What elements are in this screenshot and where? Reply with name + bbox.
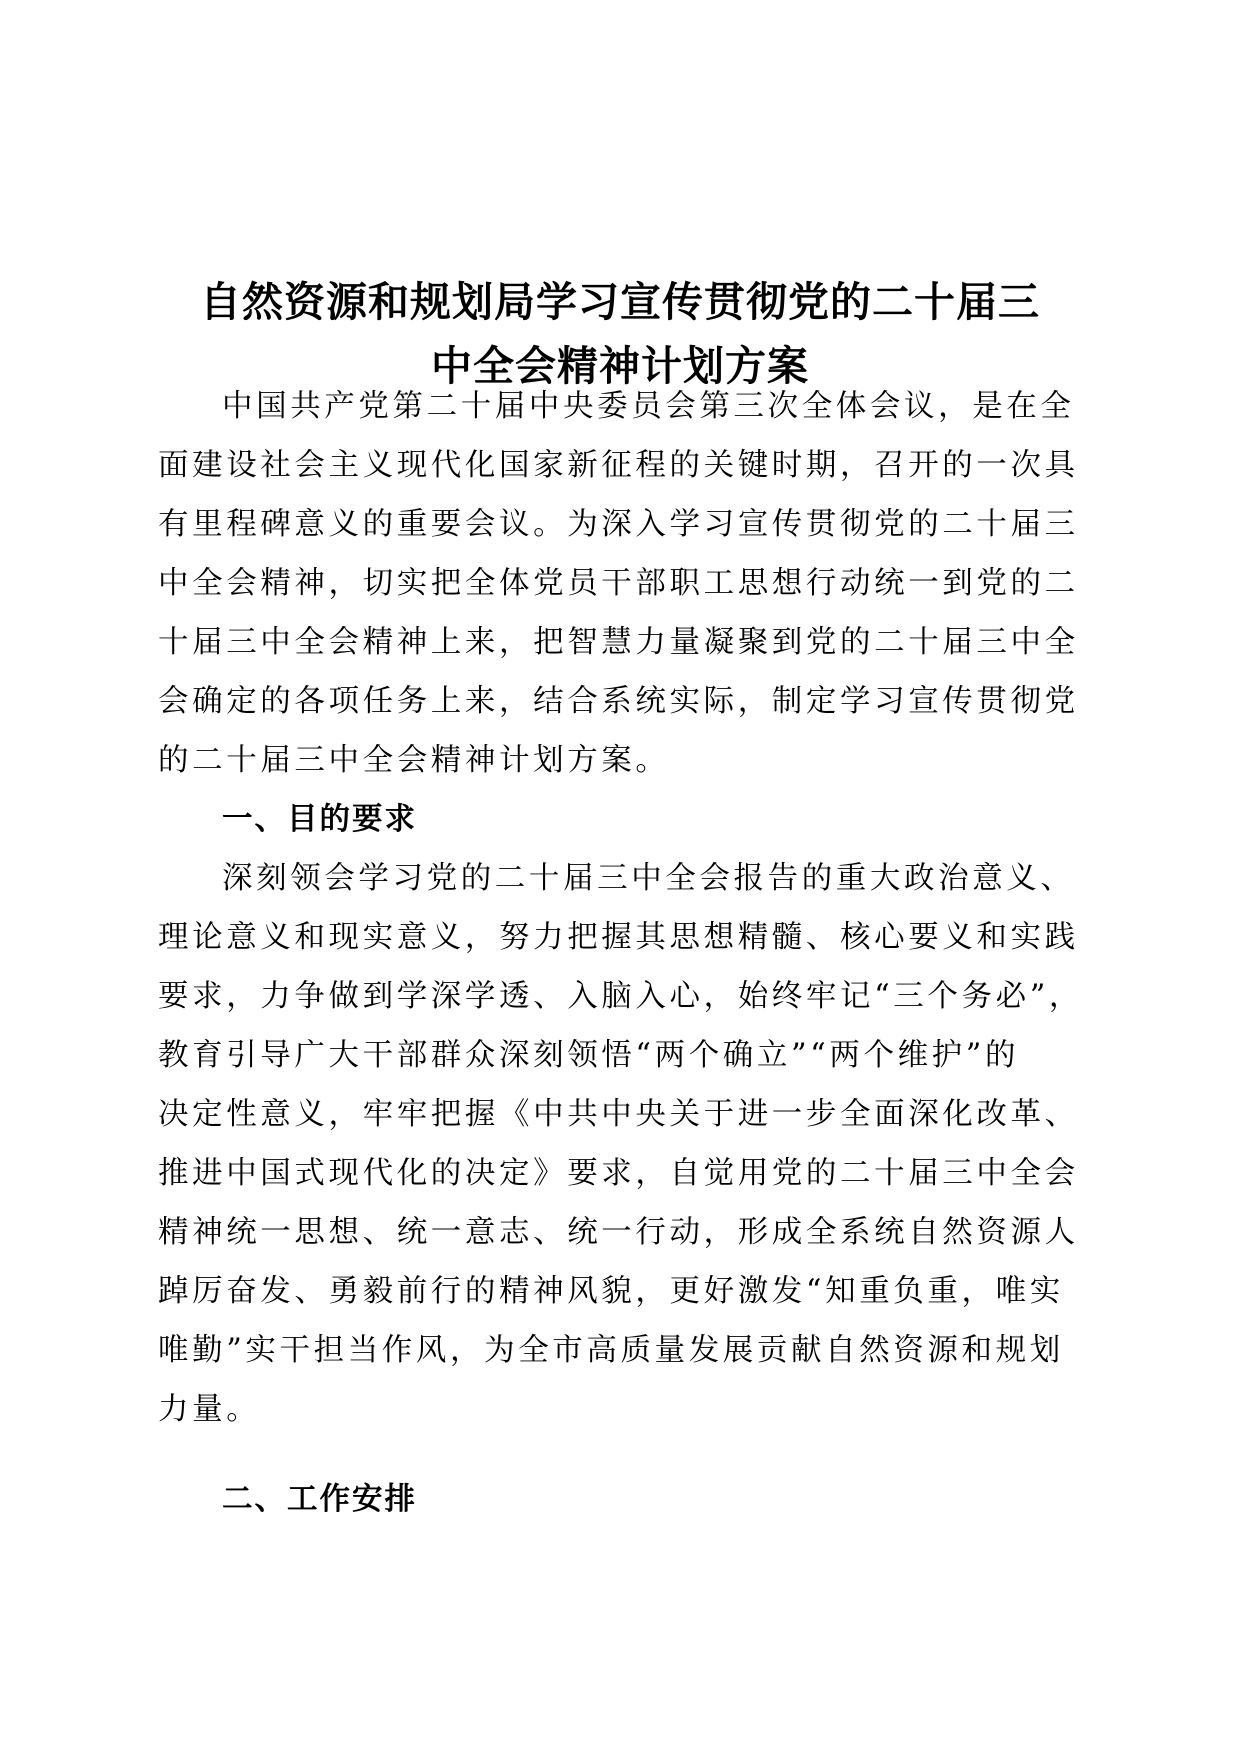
section-heading-purpose: 一、目的要求 bbox=[222, 802, 417, 837]
text-line: 会确定的各项任务上来，结合系统实际，制定学习宣传贯彻党 bbox=[158, 684, 1079, 719]
section-heading-arrangement: 二、工作安排 bbox=[222, 1482, 417, 1517]
text-line: 教育引导广大干部群众深刻领悟“两个确立”“两个维护”的 bbox=[158, 1038, 1020, 1073]
text-line: 的二十届三中全会精神计划方案。 bbox=[158, 743, 670, 778]
text-line: 面建设社会主义现代化国家新征程的关键时期，召开的一次具 bbox=[158, 448, 1079, 483]
text-line: 力量。 bbox=[158, 1392, 261, 1427]
purpose-paragraph bbox=[158, 849, 1083, 1439]
text-line: 深刻领会学习党的二十届三中全会报告的重大政治意义、 bbox=[222, 861, 1075, 896]
text-line: 推进中国式现代化的决定》要求，自觉用党的二十届三中全会 bbox=[158, 1156, 1079, 1191]
text-line: 有里程碑意义的重要会议。为深入学习宣传贯彻党的二十届三 bbox=[158, 507, 1079, 542]
text-line: 要求，力争做到学深学透、入脑入心，始终牢记“三个务必”， bbox=[158, 979, 1083, 1014]
text-line: 决定性意义，牢牢把握《中共中央关于进一步全面深化改革、 bbox=[158, 1097, 1079, 1132]
title-line-2: 中全会精神计划方案 bbox=[431, 342, 809, 390]
intro-paragraph bbox=[158, 377, 1079, 790]
text-line: 中全会精神，切实把全体党员干部职工思想行动统一到党的二 bbox=[158, 566, 1079, 601]
text-line: 中国共产党第二十届中央委员会第三次全体会议，是在全 bbox=[222, 389, 1075, 424]
text-line: 精神统一思想、统一意志、统一行动，形成全系统自然资源人 bbox=[158, 1215, 1079, 1250]
title-line-1: 自然资源和规划局学习宣传贯彻党的二十届三 bbox=[200, 278, 1040, 326]
text-line: 十届三中全会精神上来，把智慧力量凝聚到党的二十届三中全 bbox=[158, 625, 1079, 660]
text-line: 唯勤”实干担当作风，为全市高质量发展贡献自然资源和规划 bbox=[158, 1333, 1064, 1368]
text-line: 踔厉奋发、勇毅前行的精神风貌，更好激发“知重负重，唯实 bbox=[158, 1274, 1064, 1309]
text-line: 理论意义和现实意义，努力把握其思想精髓、核心要义和实践 bbox=[158, 920, 1079, 955]
